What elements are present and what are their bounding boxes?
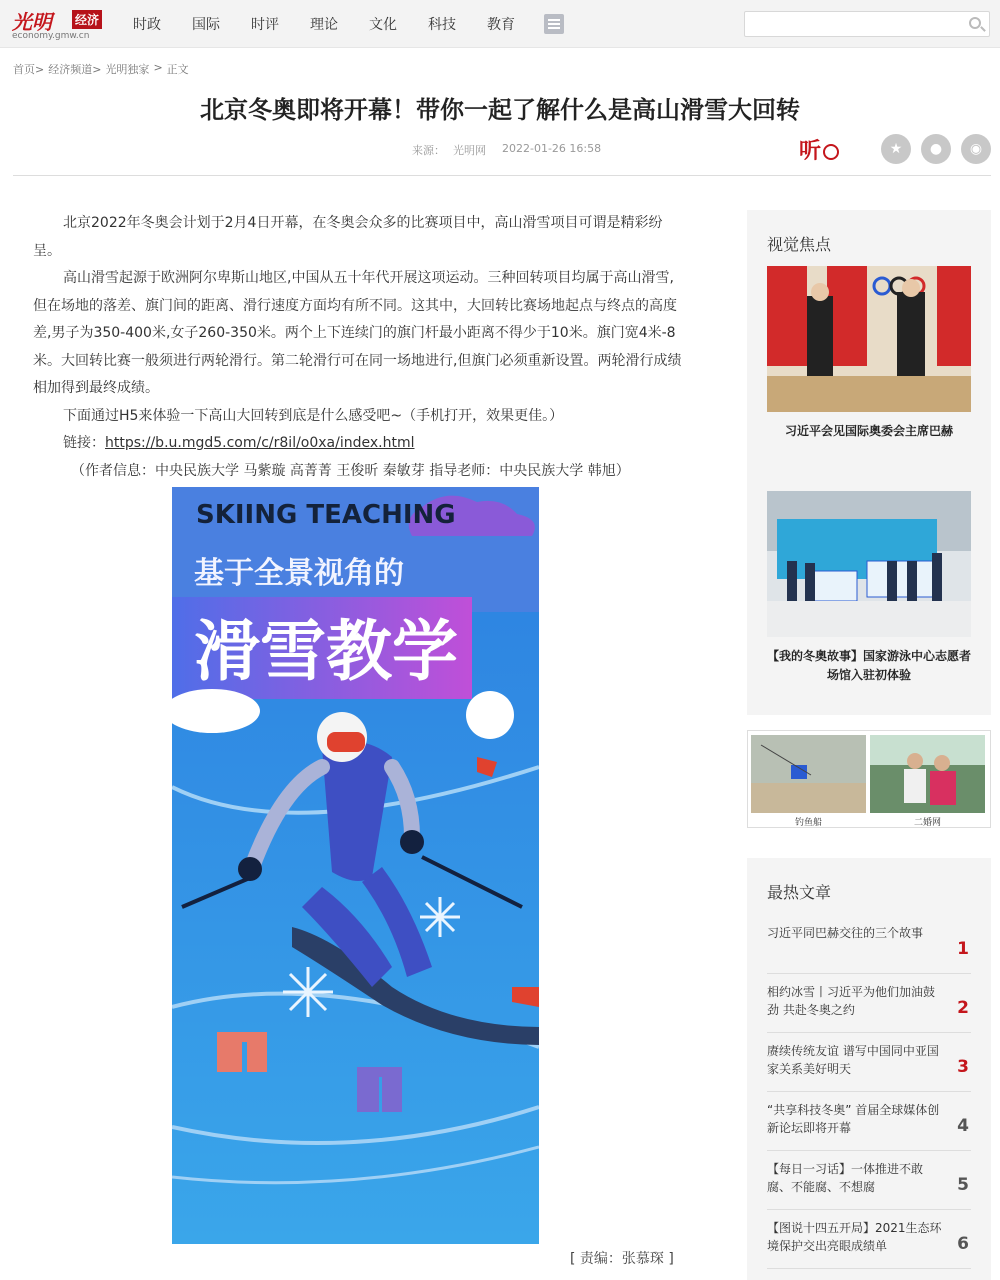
poster-top-text: SKIING TEACHING [196, 500, 456, 530]
logo-tag: 经济 [72, 10, 102, 29]
sidebar-visual-focus [747, 210, 991, 715]
hot-article-rank: 1 [957, 938, 969, 959]
search-icon[interactable] [969, 17, 981, 29]
ad-image-1[interactable] [751, 735, 866, 813]
hot-article-rank: 4 [957, 1115, 969, 1136]
hot-article-rank: 2 [957, 997, 969, 1018]
article-paragraph: 高山滑雪起源于欧洲阿尔卑斯山地区,中国从五十年代开展这项运动。三种回转项目均属于高山滑雪,但在场地的落差、旗门间的距离、滑行速度方面均有所不同。这其中，大回转比赛场地起点与终点的高度差,男子为350-400米,女子260-350米。两个上下连续门的旗门杆最小距离不得少于10米。旗门宽4米-8米。大回转比赛一般须进行两轮滑行。第二轮滑行可在同一场地进行,但旗门必须重新设置。两轮滑行成绩相加得到最终成绩。 [33, 270, 682, 396]
hot-article-item[interactable] [767, 1101, 971, 1151]
nav-item[interactable]: 教育 [487, 17, 515, 33]
main-nav [133, 14, 546, 34]
breadcrumb-channel[interactable]: 经济频道> [48, 63, 102, 76]
h5-link[interactable]: https://b.u.mgd5.com/c/r8il/o0xa/index.html [105, 435, 415, 451]
hot-article-title[interactable]: 赓续传统友谊 谱写中国同中亚国家关系美好明天 [767, 1044, 939, 1076]
poster-headline: 滑雪教学 [194, 613, 458, 690]
hot-article-item[interactable] [767, 1042, 971, 1092]
sidebar-hot-articles [747, 858, 991, 1280]
menu-icon[interactable] [544, 14, 564, 34]
ski-poster-image [172, 487, 539, 1244]
article-link-line [33, 430, 683, 458]
logo-domain: economy.gmw.cn [12, 31, 90, 41]
source-label: 来源： [412, 144, 445, 157]
article-meta [412, 142, 609, 158]
hot-article-item[interactable] [767, 1219, 971, 1269]
hot-article-item[interactable] [767, 1160, 971, 1210]
site-logo[interactable] [12, 6, 102, 42]
publish-datetime: 2022-01-26 16:58 [502, 142, 602, 155]
editor-credit: [ 责编：张慕琛 ] [570, 1251, 674, 1267]
ad-image-2[interactable] [870, 735, 985, 813]
hot-article-rank: 5 [957, 1174, 969, 1195]
listen-button[interactable] [799, 134, 839, 165]
hot-article-title[interactable]: 习近平同巴赫交往的三个故事 [767, 926, 924, 940]
hot-article-title[interactable]: 【每日一习话】一体推进不敢腐、不能腐、不想腐 [767, 1162, 924, 1194]
breadcrumb-separator: > [153, 61, 163, 74]
nav-item[interactable]: 科技 [428, 17, 456, 33]
focus-caption-2[interactable]: 【我的冬奥故事】国家游泳中心志愿者场馆入驻初体验 [767, 649, 972, 682]
breadcrumb-section[interactable]: 光明独家 [105, 63, 150, 76]
hot-article-rank: 6 [957, 1233, 969, 1254]
breadcrumb-current: 正文 [166, 63, 189, 76]
hot-article-title[interactable]: 【图说十四五开局】2021生态环境保护交出亮眼成绩单 [767, 1221, 942, 1253]
search-box [744, 11, 990, 37]
wechat-share-icon[interactable]: ● [921, 134, 951, 164]
page-title: 北京冬奥即将开幕！带你一起了解什么是高山滑雪大回转 [200, 96, 800, 124]
audio-icon [823, 144, 839, 160]
favorite-star-icon[interactable]: ★ [881, 134, 911, 164]
ad-caption-1[interactable]: 钓鱼船 [794, 818, 822, 828]
article-paragraph: 下面通过H5来体验一下高山大回转到底是什么感受吧~（手机打开，效果更佳。） [63, 407, 564, 424]
poster-subtitle: 基于全景视角的 [194, 556, 404, 591]
title-divider [13, 175, 991, 176]
focus-caption-1[interactable]: 习近平会见国际奥委会主席巴赫 [784, 424, 953, 438]
link-label: 链接： [63, 435, 105, 451]
nav-item[interactable]: 时评 [251, 17, 279, 33]
focus-image-1[interactable] [767, 266, 971, 412]
article-paragraph: 北京2022年冬奥会计划于2月4日开幕，在冬奥会众多的比赛项目中，高山滑雪项目可谓是精彩纷呈。 [33, 215, 663, 259]
search-input[interactable] [751, 15, 951, 33]
nav-item[interactable]: 理论 [310, 17, 338, 33]
hot-article-title[interactable]: “共享科技冬奥” 首届全球媒体创新论坛即将开幕 [767, 1103, 940, 1135]
hot-article-item[interactable] [767, 924, 971, 974]
hot-article-rank: 3 [957, 1056, 969, 1077]
source-name[interactable]: 光明网 [453, 144, 486, 157]
hot-article-item[interactable] [767, 983, 971, 1033]
hot-title: 最热文章 [767, 883, 832, 902]
hot-article-title[interactable]: 相约冰雪丨习近平为他们加油鼓劲 共赴冬奥之约 [767, 985, 936, 1017]
ad-block [747, 730, 991, 828]
nav-item[interactable]: 时政 [133, 17, 161, 33]
focus-image-2[interactable] [767, 491, 971, 637]
focus-title: 视觉焦点 [767, 235, 832, 254]
listen-label: 听 [799, 139, 822, 164]
breadcrumb [13, 61, 193, 77]
weibo-share-icon[interactable]: ◉ [961, 134, 991, 164]
logo-brand: 光明 [12, 10, 52, 34]
nav-item[interactable]: 国际 [192, 17, 220, 33]
article-body [33, 210, 683, 485]
ad-caption-2[interactable]: 二婚网 [913, 818, 941, 828]
breadcrumb-home[interactable]: 首页> [13, 63, 45, 76]
top-bar [0, 0, 1000, 48]
author-info: （作者信息：中央民族大学 马紫璇 高菁菁 王俊昕 秦敏芽 指导老师：中央民族大学 韩旭） [71, 462, 630, 479]
nav-item[interactable]: 文化 [369, 17, 397, 33]
